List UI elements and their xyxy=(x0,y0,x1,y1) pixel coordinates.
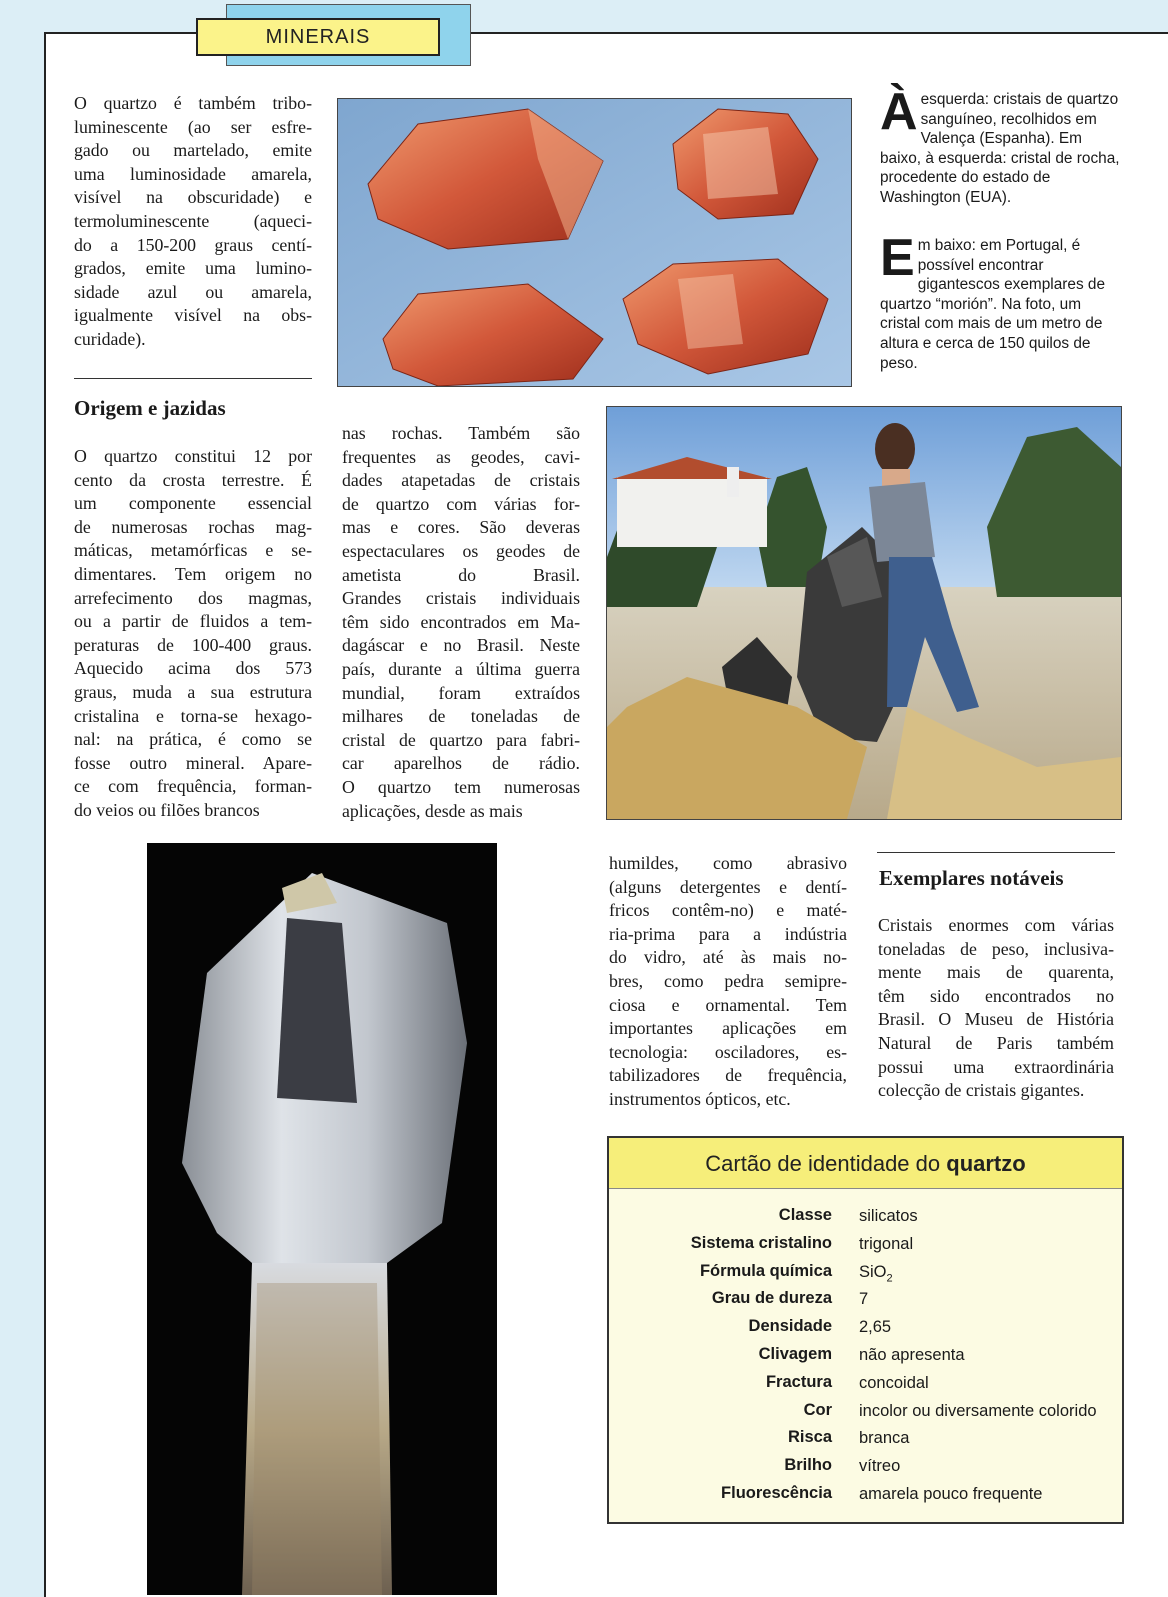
divider-rule xyxy=(877,852,1115,853)
text-line: car aparelhos de rádio. xyxy=(342,753,580,774)
identity-card-row xyxy=(609,1424,1122,1452)
text-line: instrumentos ópticos, etc. xyxy=(609,1088,791,1109)
text-line: tecnologia: osciladores, es- xyxy=(609,1041,847,1062)
photo-rock-crystal-washington xyxy=(147,843,497,1595)
property-value-text: branca xyxy=(859,1429,910,1448)
text-line: dades atapetadas de cristais xyxy=(342,470,580,491)
property-value-text: não apresenta xyxy=(859,1345,965,1364)
property-value xyxy=(859,1429,909,1448)
property-value-text: silicatos xyxy=(859,1207,918,1225)
text-line: Brasil. O Museu de História xyxy=(878,1009,1114,1030)
property-value xyxy=(859,1485,1042,1504)
caption-top-right xyxy=(880,83,1120,208)
identity-card-title-prefix: Cartão de identidade do xyxy=(705,1151,947,1176)
identity-card-row xyxy=(609,1230,1122,1258)
text-line: do a 150-200 graus centí- xyxy=(74,234,312,255)
text-line: luminescente (ao ser esfre- xyxy=(74,116,312,137)
photo-morion-crystal-portugal xyxy=(606,406,1122,820)
identity-card-row xyxy=(609,1369,1122,1397)
text-line: máticas, metamórficas e se- xyxy=(74,540,312,561)
text-line: humildes, como abrasivo xyxy=(609,853,847,873)
text-line: de quartzo com várias for- xyxy=(342,493,580,514)
identity-card-row xyxy=(609,1452,1122,1480)
divider-rule xyxy=(74,378,312,379)
property-value xyxy=(859,1263,893,1284)
text-line: têm sido encontrados em Ma- xyxy=(342,611,580,632)
text-line: O quartzo é também tribo- xyxy=(74,93,312,113)
photo-sanguine-quartz-crystals xyxy=(337,98,852,387)
text-line: uma luminosidade amarela, xyxy=(74,163,312,184)
text-line: ce com frequência, forman- xyxy=(74,776,312,797)
property-value xyxy=(859,1402,1097,1421)
text-line: do vidro, até às mais no- xyxy=(609,947,847,968)
caption-dropcap: E xyxy=(880,229,915,287)
text-line: ametista do Brasil. xyxy=(342,564,580,585)
identity-card-rows xyxy=(609,1202,1122,1508)
identity-card-row xyxy=(609,1480,1122,1508)
text-line: termoluminescente (aqueci- xyxy=(74,210,312,231)
text-line: Cristais enormes com várias xyxy=(878,915,1114,935)
caption-dropcap: À xyxy=(880,83,918,141)
property-label: Risca xyxy=(787,1428,832,1447)
text-line: possui uma extraordinária xyxy=(878,1056,1114,1077)
text-line: mas e cores. São deveras xyxy=(342,517,580,538)
text-line: de numerosas rochas mag- xyxy=(74,516,312,537)
text-line: dimentares. Tem origem no xyxy=(74,563,312,584)
property-value-text: SiO xyxy=(859,1262,887,1281)
property-label: Fractura xyxy=(765,1372,832,1391)
property-value-text: vítreo xyxy=(859,1457,901,1476)
text-line: peraturas de 100-400 graus. xyxy=(74,634,312,655)
identity-card-row xyxy=(609,1313,1122,1341)
text-line: cristalina e torna-se hexago- xyxy=(74,705,312,726)
formula-subscript: 2 xyxy=(886,1271,893,1284)
text-line: do veios ou filões brancos xyxy=(74,799,260,820)
exemplares-paragraph xyxy=(878,914,1114,1103)
text-line: bres, como pedra semipre- xyxy=(609,970,847,991)
caption-text: m baixo: em Portugal, é possível encontrar gigantescos exemplares de quartzo “morión”. Na foto, um cristal com mais de um metro de altura e cerca de 150 quilos de peso. xyxy=(880,237,1106,372)
caption-text: esquerda: cristais de quartzo sanguíneo, recolhidos em Valença (Espanha). Em baixo, à esquerda: cristal de rocha, procedente do estado de Washington (EUA). xyxy=(880,91,1120,206)
text-line: mundial, foram extraídos xyxy=(342,682,580,703)
identity-card-row xyxy=(609,1341,1122,1369)
property-value-text: 2,65 xyxy=(859,1318,892,1337)
identity-card-row xyxy=(609,1258,1122,1286)
text-line: dagáscar e no Brasil. Neste xyxy=(342,635,580,656)
text-line: colecção de cristais gigantes. xyxy=(878,1080,1085,1101)
text-line: fricos contêm-no) e maté- xyxy=(609,900,847,921)
section-label: MINERAIS xyxy=(196,18,440,56)
property-label: Fluorescência xyxy=(721,1483,832,1502)
origem-column-3 xyxy=(609,852,847,1112)
text-line: Grandes cristais individuais xyxy=(342,588,580,609)
identity-card-row xyxy=(609,1202,1122,1230)
text-line: ciosa e ornamental. Tem xyxy=(609,994,847,1015)
origem-column-2 xyxy=(342,422,580,823)
property-label: Grau de dureza xyxy=(711,1289,832,1308)
text-line: importantes aplicações em xyxy=(609,1018,847,1039)
text-line: grados, emite uma lumino- xyxy=(74,258,312,279)
property-value xyxy=(859,1457,900,1476)
text-line: O quartzo tem numerosas xyxy=(342,776,580,797)
property-value-text: amarela pouco frequente xyxy=(859,1484,1043,1503)
property-value-text: trigonal xyxy=(859,1234,914,1253)
text-line: tabilizadores de frequência, xyxy=(609,1065,847,1086)
property-label: Cor xyxy=(803,1400,832,1419)
property-label: Fórmula química xyxy=(699,1261,832,1280)
heading-exemplares: Exemplares notáveis xyxy=(879,866,1064,890)
property-label: Densidade xyxy=(748,1317,832,1336)
intro-paragraph xyxy=(74,92,312,352)
property-value-text: incolor ou diversamente colorido xyxy=(859,1401,1097,1420)
text-line: igualmente visível na obs- xyxy=(74,305,312,326)
property-label: Classe xyxy=(778,1206,832,1224)
text-line: frequentes as geodes, cavi- xyxy=(342,446,580,467)
text-line: sidade azul ou amarela, xyxy=(74,281,312,302)
property-value xyxy=(859,1290,868,1309)
text-line: fosse outro mineral. Apare- xyxy=(74,752,312,773)
text-line: país, durante a última guerra xyxy=(342,658,580,679)
text-line: ria-prima para a indústria xyxy=(609,923,847,944)
text-line: um componente essencial xyxy=(74,493,312,514)
text-line: (alguns detergentes e dentí- xyxy=(609,876,847,897)
text-line: Aquecido acima dos 573 xyxy=(74,658,312,679)
identity-card-title xyxy=(609,1138,1122,1189)
property-value xyxy=(859,1318,891,1337)
property-value xyxy=(859,1207,918,1226)
property-value xyxy=(859,1346,965,1365)
property-label: Clivagem xyxy=(758,1344,832,1363)
text-line: arrefecimento dos magmas, xyxy=(74,587,312,608)
identity-card-table xyxy=(607,1136,1124,1524)
property-label: Brilho xyxy=(784,1456,832,1475)
text-line: graus, muda a sua estrutura xyxy=(74,681,312,702)
text-line: toneladas de peso, inclusiva- xyxy=(878,938,1114,959)
text-line: O quartzo constitui 12 por xyxy=(74,446,312,466)
property-value xyxy=(859,1235,913,1254)
text-line: cristal de quartzo para fabri- xyxy=(342,729,580,750)
text-line: gado ou martelado, emite xyxy=(74,140,312,161)
text-line: têm sido encontrados no xyxy=(878,985,1114,1006)
text-line: ou a partir de fluidos a tem- xyxy=(74,611,312,632)
heading-origem: Origem e jazidas xyxy=(74,396,226,420)
origem-column-1 xyxy=(74,445,312,823)
property-value-text: concoidal xyxy=(859,1373,929,1392)
caption-portugal xyxy=(880,229,1120,373)
text-line: espectaculares os geodes de xyxy=(342,540,580,561)
property-label: Sistema cristalino xyxy=(690,1233,832,1252)
text-line: nal: na prática, é como se xyxy=(74,729,312,750)
text-line: milhares de toneladas de xyxy=(342,706,580,727)
identity-card-title-mineral: quartzo xyxy=(946,1151,1026,1176)
identity-card-row xyxy=(609,1397,1122,1425)
text-line: curidade). xyxy=(74,328,146,349)
text-line: aplicações, desde as mais xyxy=(342,800,523,821)
text-line: nas rochas. Também são xyxy=(342,423,580,443)
text-line: visível na obscuridade) e xyxy=(74,187,312,208)
identity-card-row xyxy=(609,1285,1122,1313)
property-value-text: 7 xyxy=(859,1290,869,1309)
text-line: Natural de Paris também xyxy=(878,1032,1114,1053)
text-line: mente mais de quarenta, xyxy=(878,962,1114,983)
property-value xyxy=(859,1374,929,1393)
text-line: cento da crosta terrestre. É xyxy=(74,469,312,490)
